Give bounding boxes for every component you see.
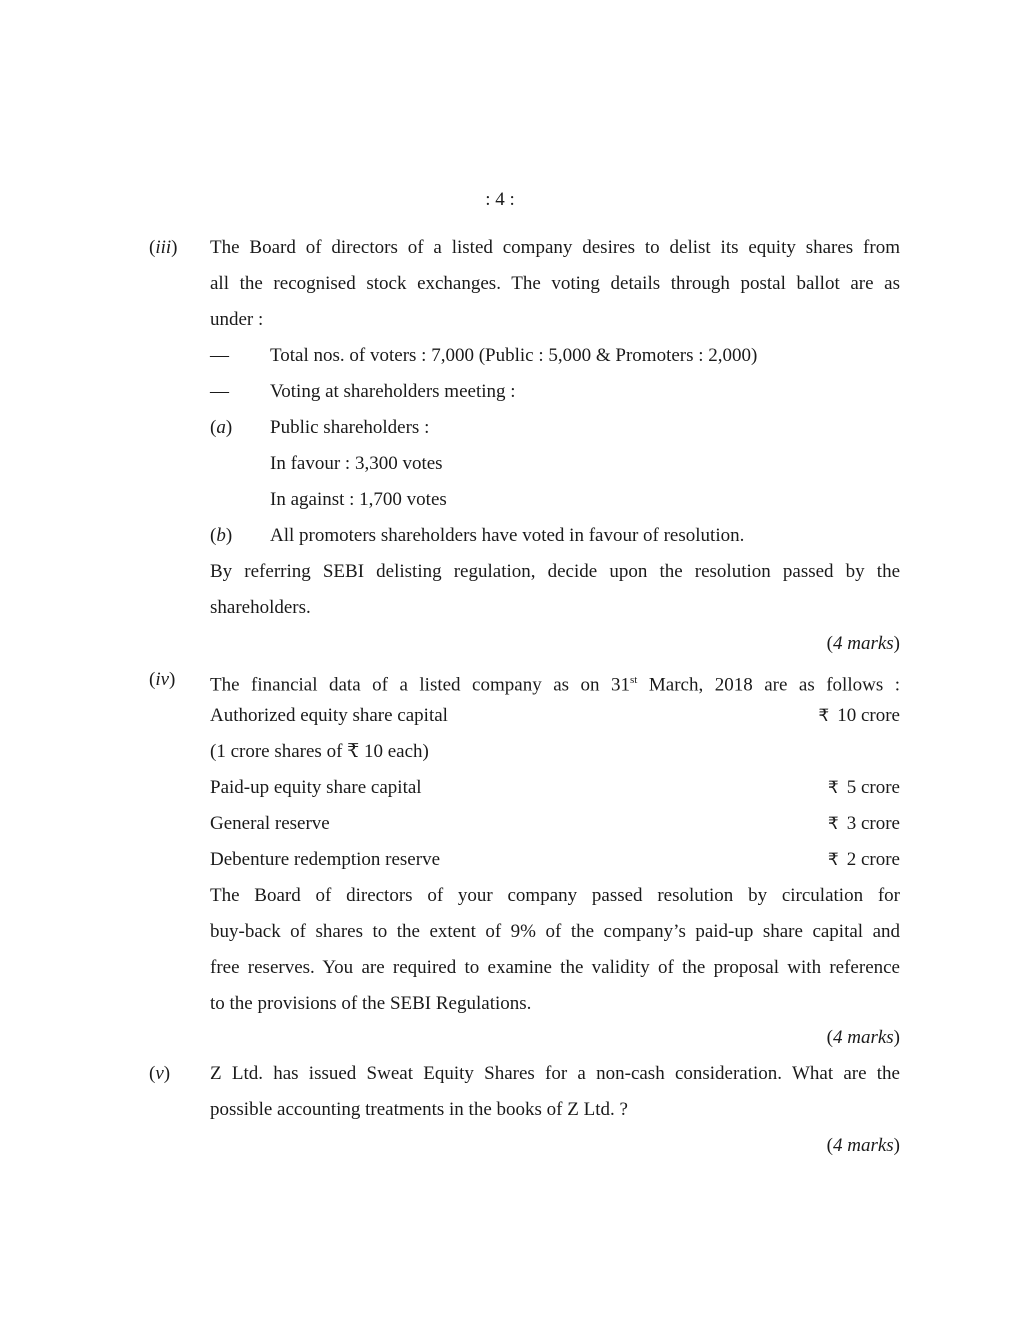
paragraph-line: buy-back of shares to the extent of 9% of the company’s paid-up share capital and	[210, 921, 900, 942]
financial-row-amount: ₹ 10 crore	[818, 705, 900, 726]
vote-line: In favour : 3,300 votes	[270, 453, 443, 474]
financial-row-label: Debenture redemption reserve	[210, 849, 441, 870]
vote-line: In against : 1,700 votes	[270, 489, 447, 510]
dash-bullet: —	[210, 381, 229, 402]
paragraph-line: The Board of directors of your company passed resolution by circulation for	[210, 885, 900, 906]
sub-item-label: (b)	[210, 525, 233, 546]
financial-row-amount: ₹ 2 crore	[827, 849, 900, 870]
paragraph-line: The Board of directors of a listed company desires to delist its equity shares from	[210, 237, 900, 258]
dash-item-text: Total nos. of voters : 7,000 (Public : 5,000 & Promoters : 2,000)	[270, 345, 758, 366]
financial-row-label: (1 crore shares of ₹ 10 each)	[210, 741, 429, 762]
question-number: (v)	[149, 1063, 171, 1084]
paragraph-line: to the provisions of the SEBI Regulations.	[210, 993, 532, 1014]
sub-item-text: Public shareholders :	[270, 417, 430, 438]
dash-bullet: —	[210, 345, 229, 366]
paragraph-line: By referring SEBI delisting regulation, decide upon the resolution passed by the	[210, 561, 900, 582]
paragraph-line: Z Ltd. has issued Sweat Equity Shares for a non-cash consideration. What are the	[210, 1063, 900, 1084]
page-number: : 4 :	[485, 189, 515, 210]
marks-label: (4 marks)	[826, 633, 900, 654]
marks-label: (4 marks)	[826, 1027, 900, 1048]
marks-label: (4 marks)	[826, 1135, 900, 1156]
financial-row-label: Paid-up equity share capital	[210, 777, 422, 798]
question-number: (iv)	[149, 669, 176, 690]
paragraph-line: under :	[210, 309, 264, 330]
sub-item-text: All promoters shareholders have voted in favour of resolution.	[270, 525, 745, 546]
financial-row-label: Authorized equity share capital	[210, 705, 448, 726]
sub-item-label: (a)	[210, 417, 233, 438]
financial-row-amount: ₹ 3 crore	[827, 813, 900, 834]
paragraph-line: The financial data of a listed company as on 31st March, 2018 are as follows :	[210, 674, 900, 696]
dash-item-text: Voting at shareholders meeting :	[270, 381, 516, 402]
financial-row-label: General reserve	[210, 813, 330, 834]
paragraph-line: possible accounting treatments in the books of Z Ltd. ?	[210, 1099, 628, 1120]
financial-row-amount: ₹ 5 crore	[827, 777, 900, 798]
paragraph-line: free reserves. You are required to examine the validity of the proposal with reference	[210, 957, 900, 978]
question-number: (iii)	[149, 237, 178, 258]
paragraph-line: shareholders.	[210, 597, 311, 618]
paragraph-line: all the recognised stock exchanges. The voting details through postal ballot are as	[210, 273, 900, 294]
